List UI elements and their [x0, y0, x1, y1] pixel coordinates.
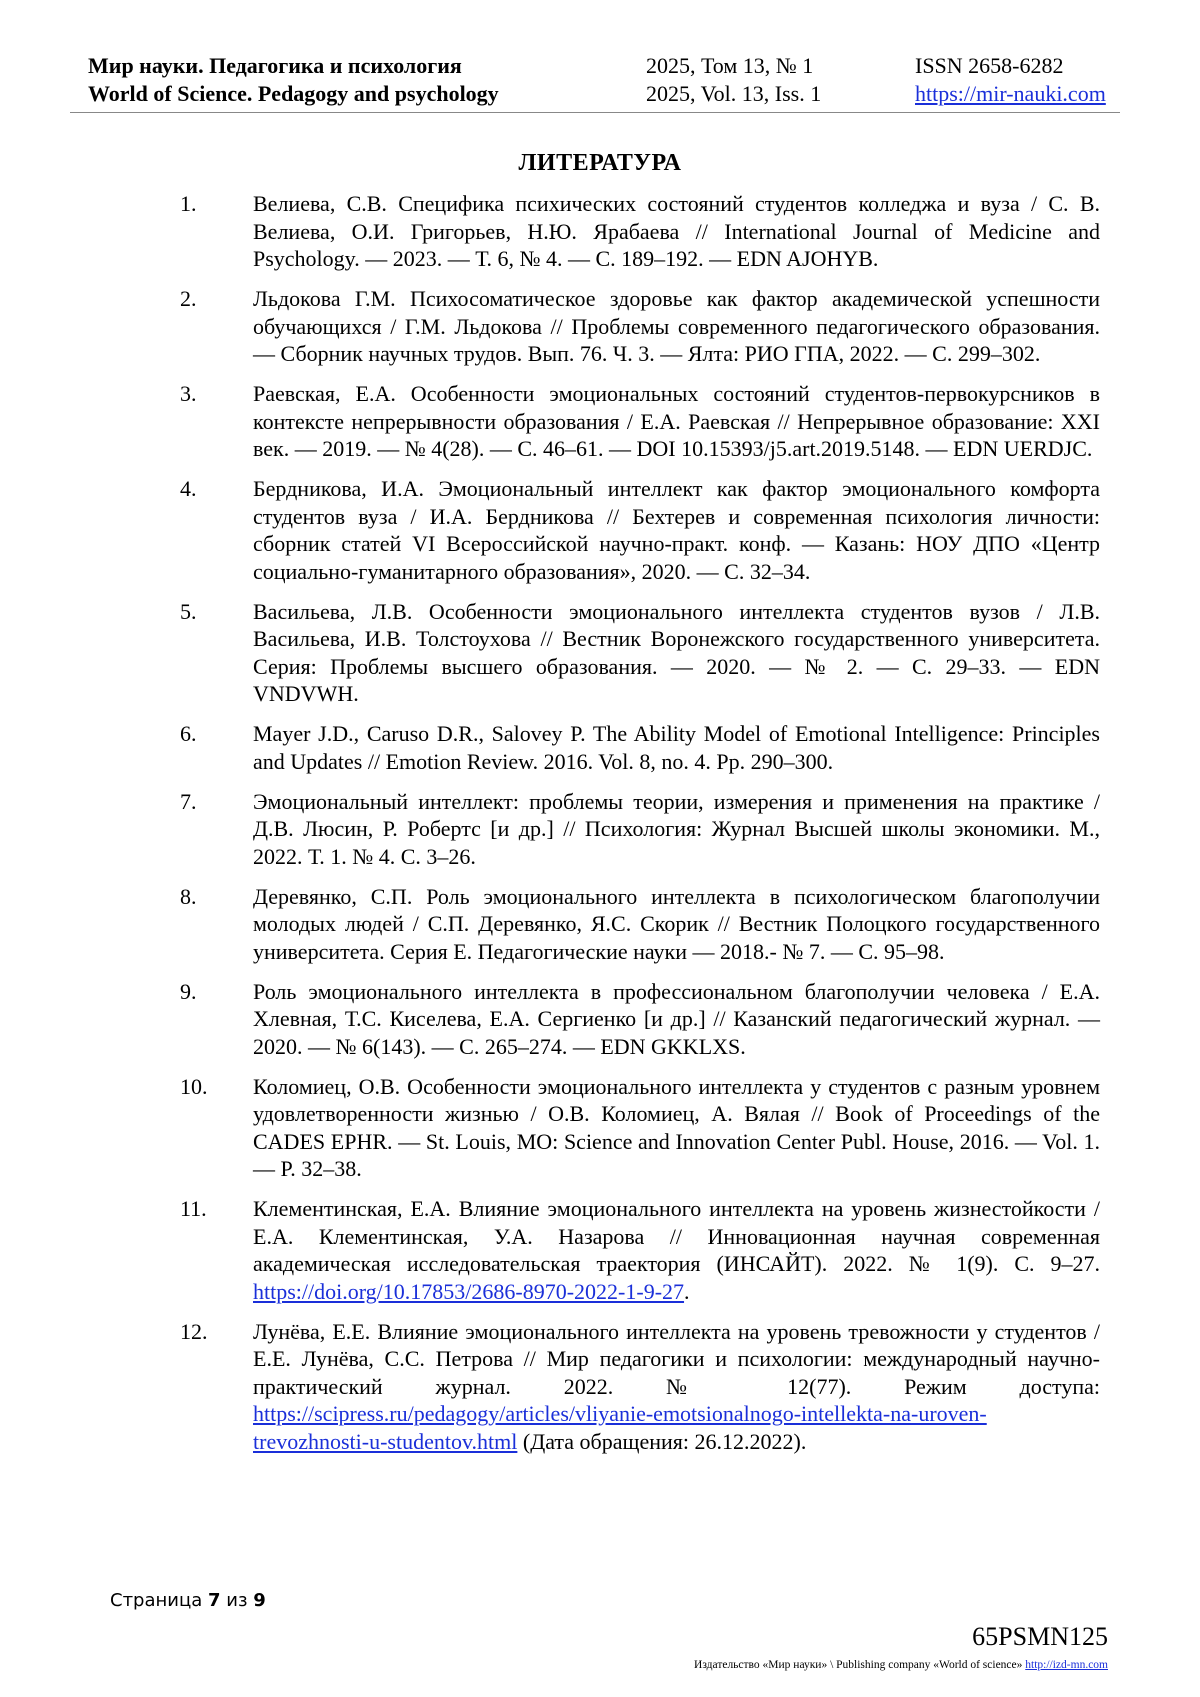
- reference-text: [253, 475, 1100, 585]
- reference-body: Бердникова, И.А. Эмоциональный интеллект как фактор эмоционального комфорта студентов вуза / И.А. Бердникова // Бехтерев и современная психология личности: сборник статей VI Всероссийской научно-практ. конф. — Казань: НОУ ДПО «Центр социально-гуманитарного образования», 2020. — С. 32–34.: [253, 476, 1100, 584]
- reference-number: 2.: [180, 286, 197, 311]
- reference-body: Mayer J.D., Caruso D.R., Salovey P. The Ability Model of Emotional Intelligence: Principles and Updates // Emotion Review. 2016. Vol. 8, no. 4. Pp. 290–300.: [253, 721, 1100, 774]
- reference-item: [180, 1318, 1100, 1456]
- reference-body: Деревянко, С.П. Роль эмоционального интеллекта в психологическом благополучии молодых людей / С.П. Деревянко, Я.С. Скорик // Вестник Полоцкого государственного университета. Серия Е. Педагогические науки — 2018.- № 7. — С. 95–98.: [253, 883, 1100, 964]
- journal-title-ru: Мир науки. Педагогика и психология: [88, 53, 462, 78]
- reference-item: [180, 598, 1100, 708]
- reference-number: 8.: [180, 883, 197, 909]
- header-divider: [70, 112, 1120, 113]
- reference-number: 3.: [180, 381, 197, 406]
- reference-body: Льдокова Г.М. Психосоматическое здоровье как фактор академической успешности обучающихся / Г.М. Льдокова // Проблемы современного педагогического образования. — Сборник научных трудов. Вып. 76. Ч. 3. — Ялта: РИО ГПА, 2022. — С. 299–302.: [253, 286, 1100, 366]
- reference-text: [253, 720, 1100, 775]
- reference-body: Роль эмоционального интеллекта в профессиональном благополучии человека / Е.А. Хлевная, Т.С. Киселева, Е.А. Сергиенко [и др.] // Казанский педагогический журнал. — 2020. — № 6(143). — С. 265–274. — EDN GKKLXS.: [253, 978, 1100, 1059]
- reference-text: [253, 978, 1100, 1061]
- reference-item: [180, 883, 1100, 966]
- publisher-line: [694, 1659, 1108, 1671]
- reference-text: [253, 1318, 1100, 1456]
- reference-item: [180, 978, 1100, 1061]
- reference-item: [180, 720, 1100, 775]
- reference-tail: (Дата обращения: 26.12.2022).: [517, 1428, 807, 1454]
- reference-item: [180, 788, 1100, 871]
- volume-en: 2025, Vol. 13, Iss. 1: [646, 81, 822, 106]
- page-total: 9: [253, 1590, 266, 1611]
- reference-body: Лунёва, Е.Е. Влияние эмоционального интеллекта на уровень тревожности у студентов / Е.Е. Лунёва, С.С. Петрова // Мир педагогики и психологии: международный научно-практический журнал. 2022. № 12(77). Режим доступа:: [253, 1318, 1100, 1399]
- reference-text: [253, 1073, 1100, 1183]
- reference-body: Коломиец, О.В. Особенности эмоционального интеллекта у студентов с разным уровнем удовлетворенности жизнью / О.В. Коломиец, А. Вялая // Book of Proceedings of the CADES EPHR. — St. Louis, MO: Science and Innovation Center Publ. House, 2016. — Vol. 1. — P. 32–38.: [253, 1073, 1100, 1181]
- reference-link[interactable]: https://scipress.ru/pedagogy/articles/vliyanie-emotsionalnogo-intellekta-na-uroven-trevozhnosti-u-studentov.html: [253, 1401, 987, 1454]
- reference-item: [180, 1195, 1100, 1305]
- reference-body: Раевская, Е.А. Особенности эмоциональных состояний студентов-первокурсников в контексте непрерывности образования / Е.А. Раевская // Непрерывное образование: XXI век. — 2019. — № 4(28). — С. 46–61. — DOI 10.15393/j5.art.2019.5148. — EDN UERDJC.: [253, 381, 1100, 461]
- reference-text: [253, 190, 1100, 273]
- publisher-text: Издательство «Мир науки» \ Publishing company «World of science»: [694, 1659, 1023, 1671]
- reference-number: 6.: [180, 721, 197, 746]
- reference-body: Велиева, С.В. Специфика психических состояний студентов колледжа и вуза / С. В. Велиева, О.И. Григорьев, Н.Ю. Ярабаева // International Journal of Medicine and Psychology. — 2023. — Т. 6, № 4. — С. 189–192. — EDN AJOHYB.: [253, 191, 1100, 271]
- reference-body: Эмоциональный интеллект: проблемы теории, измерения и применения на практике / Д.В. Люсин, Р. Робертс [и др.] // Психология: Журнал Высшей школы экономики. М., 2022. Т. 1. № 4. С. 3–26.: [253, 788, 1100, 869]
- reference-number: 4.: [180, 476, 197, 501]
- journal-title-en: World of Science. Pedagogy and psychology: [88, 81, 499, 106]
- reference-item: [180, 285, 1100, 368]
- reference-item: [180, 475, 1100, 585]
- reference-tail: .: [684, 1278, 690, 1304]
- reference-text: [253, 285, 1100, 368]
- reference-number: 12.: [180, 1318, 208, 1344]
- section-title: ЛИТЕРАТУРА: [518, 150, 682, 176]
- reference-number: 5.: [180, 598, 197, 624]
- reference-text: [253, 883, 1100, 966]
- journal-site-link[interactable]: https://mir-nauki.com: [915, 81, 1106, 106]
- reference-text: [253, 1195, 1100, 1305]
- reference-number: 11.: [180, 1196, 207, 1221]
- reference-text: [253, 598, 1100, 708]
- reference-item: [180, 190, 1100, 273]
- reference-text: [253, 380, 1100, 463]
- reference-number: 9.: [180, 978, 197, 1004]
- journal-header: [88, 52, 1120, 112]
- reference-number: 10.: [180, 1073, 208, 1099]
- volume-ru: 2025, Том 13, № 1: [646, 53, 814, 78]
- reference-text: [253, 788, 1100, 871]
- page-current: 7: [208, 1590, 221, 1611]
- reference-link[interactable]: https://doi.org/10.17853/2686-8970-2022-1-9-27: [253, 1278, 685, 1304]
- reference-number: 7.: [180, 788, 197, 814]
- page-indicator: Страница 7 из 9: [110, 1590, 266, 1611]
- reference-item: [180, 1073, 1100, 1183]
- publisher-link[interactable]: http://izd-mn.com: [1025, 1659, 1108, 1671]
- article-code: 65PSMN125: [972, 1622, 1108, 1651]
- reference-number: 1.: [180, 191, 197, 216]
- reference-item: [180, 380, 1100, 463]
- issn: ISSN 2658-6282: [915, 53, 1064, 78]
- reference-list: [180, 190, 1100, 1468]
- reference-body: Клементинская, Е.А. Влияние эмоционального интеллекта на уровень жизнестойкости / Е.А. Клементинская, У.А. Назарова // Инновационная научная современная академическая исследовательская траектория (ИНСАЙТ). 2022. № 1(9). С. 9–27.: [253, 1196, 1100, 1276]
- reference-body: Васильева, Л.В. Особенности эмоционального интеллекта студентов вузов / Л.В. Васильева, И.В. Толстоухова // Вестник Воронежского государственного университета. Серия: Проблемы высшего образования. — 2020. — № 2. — С. 29–33. — EDN VNDVWH.: [253, 598, 1100, 706]
